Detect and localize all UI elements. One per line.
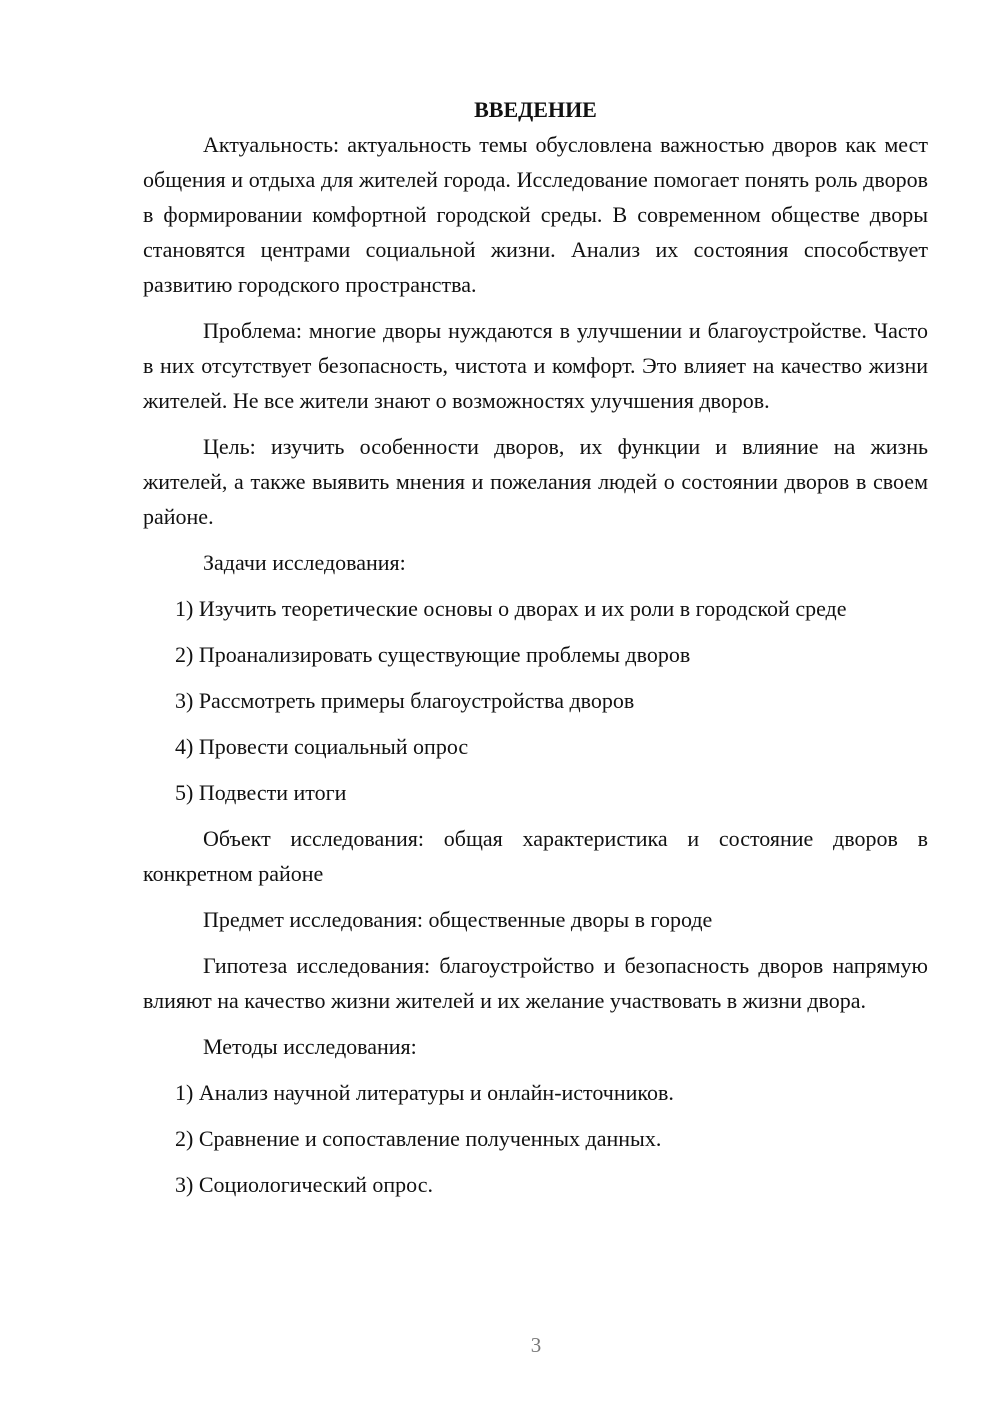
task-item: 3) Рассмотреть примеры благоустройства дворов <box>175 688 635 713</box>
method-item: 3) Социологический опрос. <box>175 1172 433 1197</box>
task-item: 2) Проанализировать существующие проблемы дворов <box>175 642 691 667</box>
page-title: ВВЕДЕНИЕ <box>474 97 597 122</box>
method-item: 2) Сравнение и сопоставление полученных данных. <box>175 1126 662 1151</box>
task-item: 4) Провести социальный опрос <box>175 734 469 759</box>
relevance-paragraph: Актуальность: актуальность темы обусловлена важностью дворов как мест общения и отдыха для жителей города. Исследование помогает понять роль дворов в формировании комфортной городской среды. В современном обществе дворы становятся центрами социальной жизни. Анализ их состояния способствует развитию городского пространства. <box>143 132 928 297</box>
page-number: 3 <box>530 1333 542 1357</box>
tasks-label: Задачи исследования: <box>203 550 406 575</box>
goal-paragraph: Цель: изучить особенности дворов, их функции и влияние на жизнь жителей, а также выявить мнения и пожелания людей о состоянии дворов в своем районе. <box>143 434 928 529</box>
methods-label: Методы исследования: <box>203 1034 417 1059</box>
problem-paragraph: Проблема: многие дворы нуждаются в улучшении и благоустройстве. Часто в них отсутствует безопасность, чистота и комфорт. Это влияет на качество жизни жителей. Не все жители знают о возможностях улучшения дворов. <box>143 318 928 413</box>
task-item: 1) Изучить теоретические основы о дворах и их роли в городской среде <box>175 596 847 621</box>
subject-paragraph: Предмет исследования: общественные дворы в городе <box>203 907 713 932</box>
method-item: 1) Анализ научной литературы и онлайн-источников. <box>175 1080 674 1105</box>
task-item: 5) Подвести итоги <box>175 780 347 805</box>
object-paragraph: Объект исследования: общая характеристика и состояние дворов в конкретном районе <box>143 826 928 886</box>
hypothesis-paragraph: Гипотеза исследования: благоустройство и безопасность дворов напрямую влияют на качество жизни жителей и их желание участвовать в жизни двора. <box>143 953 928 1013</box>
page-body <box>143 92 928 1213</box>
